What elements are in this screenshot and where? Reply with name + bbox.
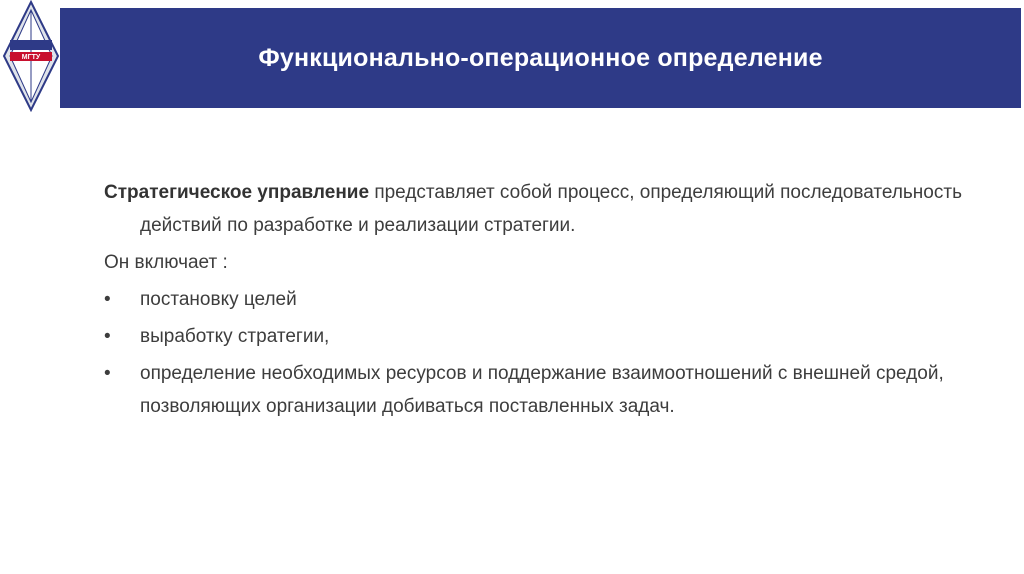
list-item-text: выработку стратегии, xyxy=(140,326,330,347)
includes-label: Он включает : xyxy=(104,252,228,273)
logo-text: МГТУ xyxy=(21,54,41,61)
university-logo-icon xyxy=(0,0,62,112)
bullet-icon: • xyxy=(104,326,111,347)
list-item-text: определение необходимых ресурсов и поддержание взаимоотношений с внешней средой, позволяющих организации добиваться поставленных задач. xyxy=(140,363,944,417)
definition-text: представляет собой процесс, определяющий последовательность действий по разработке и реализации стратегии. xyxy=(140,182,962,236)
slide-content xyxy=(104,176,964,423)
bullet-icon: • xyxy=(104,363,111,384)
page-title: Функционально-операционное определение xyxy=(258,43,823,72)
definition-paragraph xyxy=(104,176,964,242)
list-item xyxy=(104,320,964,353)
definition-term: Стратегическое управление xyxy=(104,182,370,203)
list-item-text: постановку целей xyxy=(140,289,297,310)
bullet-list xyxy=(104,283,964,423)
bullet-icon: • xyxy=(104,289,111,310)
list-item xyxy=(104,357,964,423)
list-item xyxy=(104,283,964,316)
title-bar xyxy=(60,8,1021,108)
